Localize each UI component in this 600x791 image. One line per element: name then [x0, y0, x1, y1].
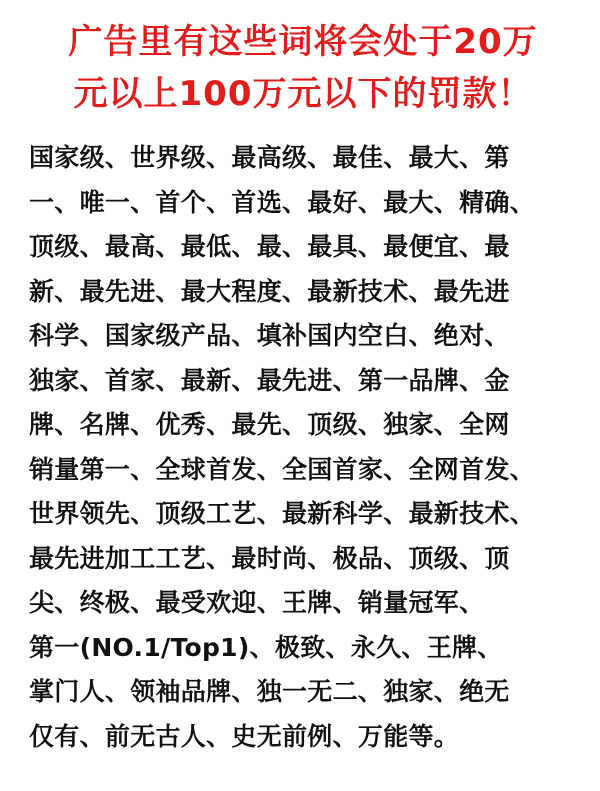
text-line: 国家级、世界级、最高级、最佳、最大、第	[29, 143, 510, 172]
text-line: 一、唯一、首个、首选、最好、最大、精确、	[29, 187, 536, 217]
text-line: 尖、终极、最受欢迎、王牌、销量冠军、	[29, 588, 485, 617]
text-line: 科学、国家级产品、填补国内空白、绝对、	[29, 321, 510, 350]
text-line: 掌门人、领袖品牌、独一无二、独家、绝无	[29, 677, 510, 706]
text-line: 世界领先、顶级工艺、最新科学、最新技术、	[29, 499, 536, 528]
warning-title	[0, 16, 600, 120]
text-line: 新、最先进、最大程度、最新技术、最先进	[29, 276, 510, 306]
text-line: 最先进加工工艺、最时尚、极品、顶级、顶	[29, 543, 510, 573]
text-line: 第一(NO.1/Top1)、极致、永久、王牌、	[29, 632, 503, 662]
banned-words-list	[0, 136, 600, 759]
text-line: 销量第一、全球首发、全国首家、全网首发、	[29, 454, 536, 484]
text-line: 牌、名牌、优秀、最先、顶级、独家、全网	[29, 410, 510, 439]
title-line-1: 广告里有这些词将会处于20万	[68, 22, 538, 62]
text-line: 仅有、前无古人、史无前例、万能等。	[29, 721, 460, 751]
text-line: 独家、首家、最新、最先进、第一品牌、金	[29, 365, 510, 395]
text-line: 顶级、最高、最低、最、最具、最便宜、最	[29, 232, 510, 261]
title-line-2: 元以上100万元以下的罚款！	[73, 74, 533, 114]
